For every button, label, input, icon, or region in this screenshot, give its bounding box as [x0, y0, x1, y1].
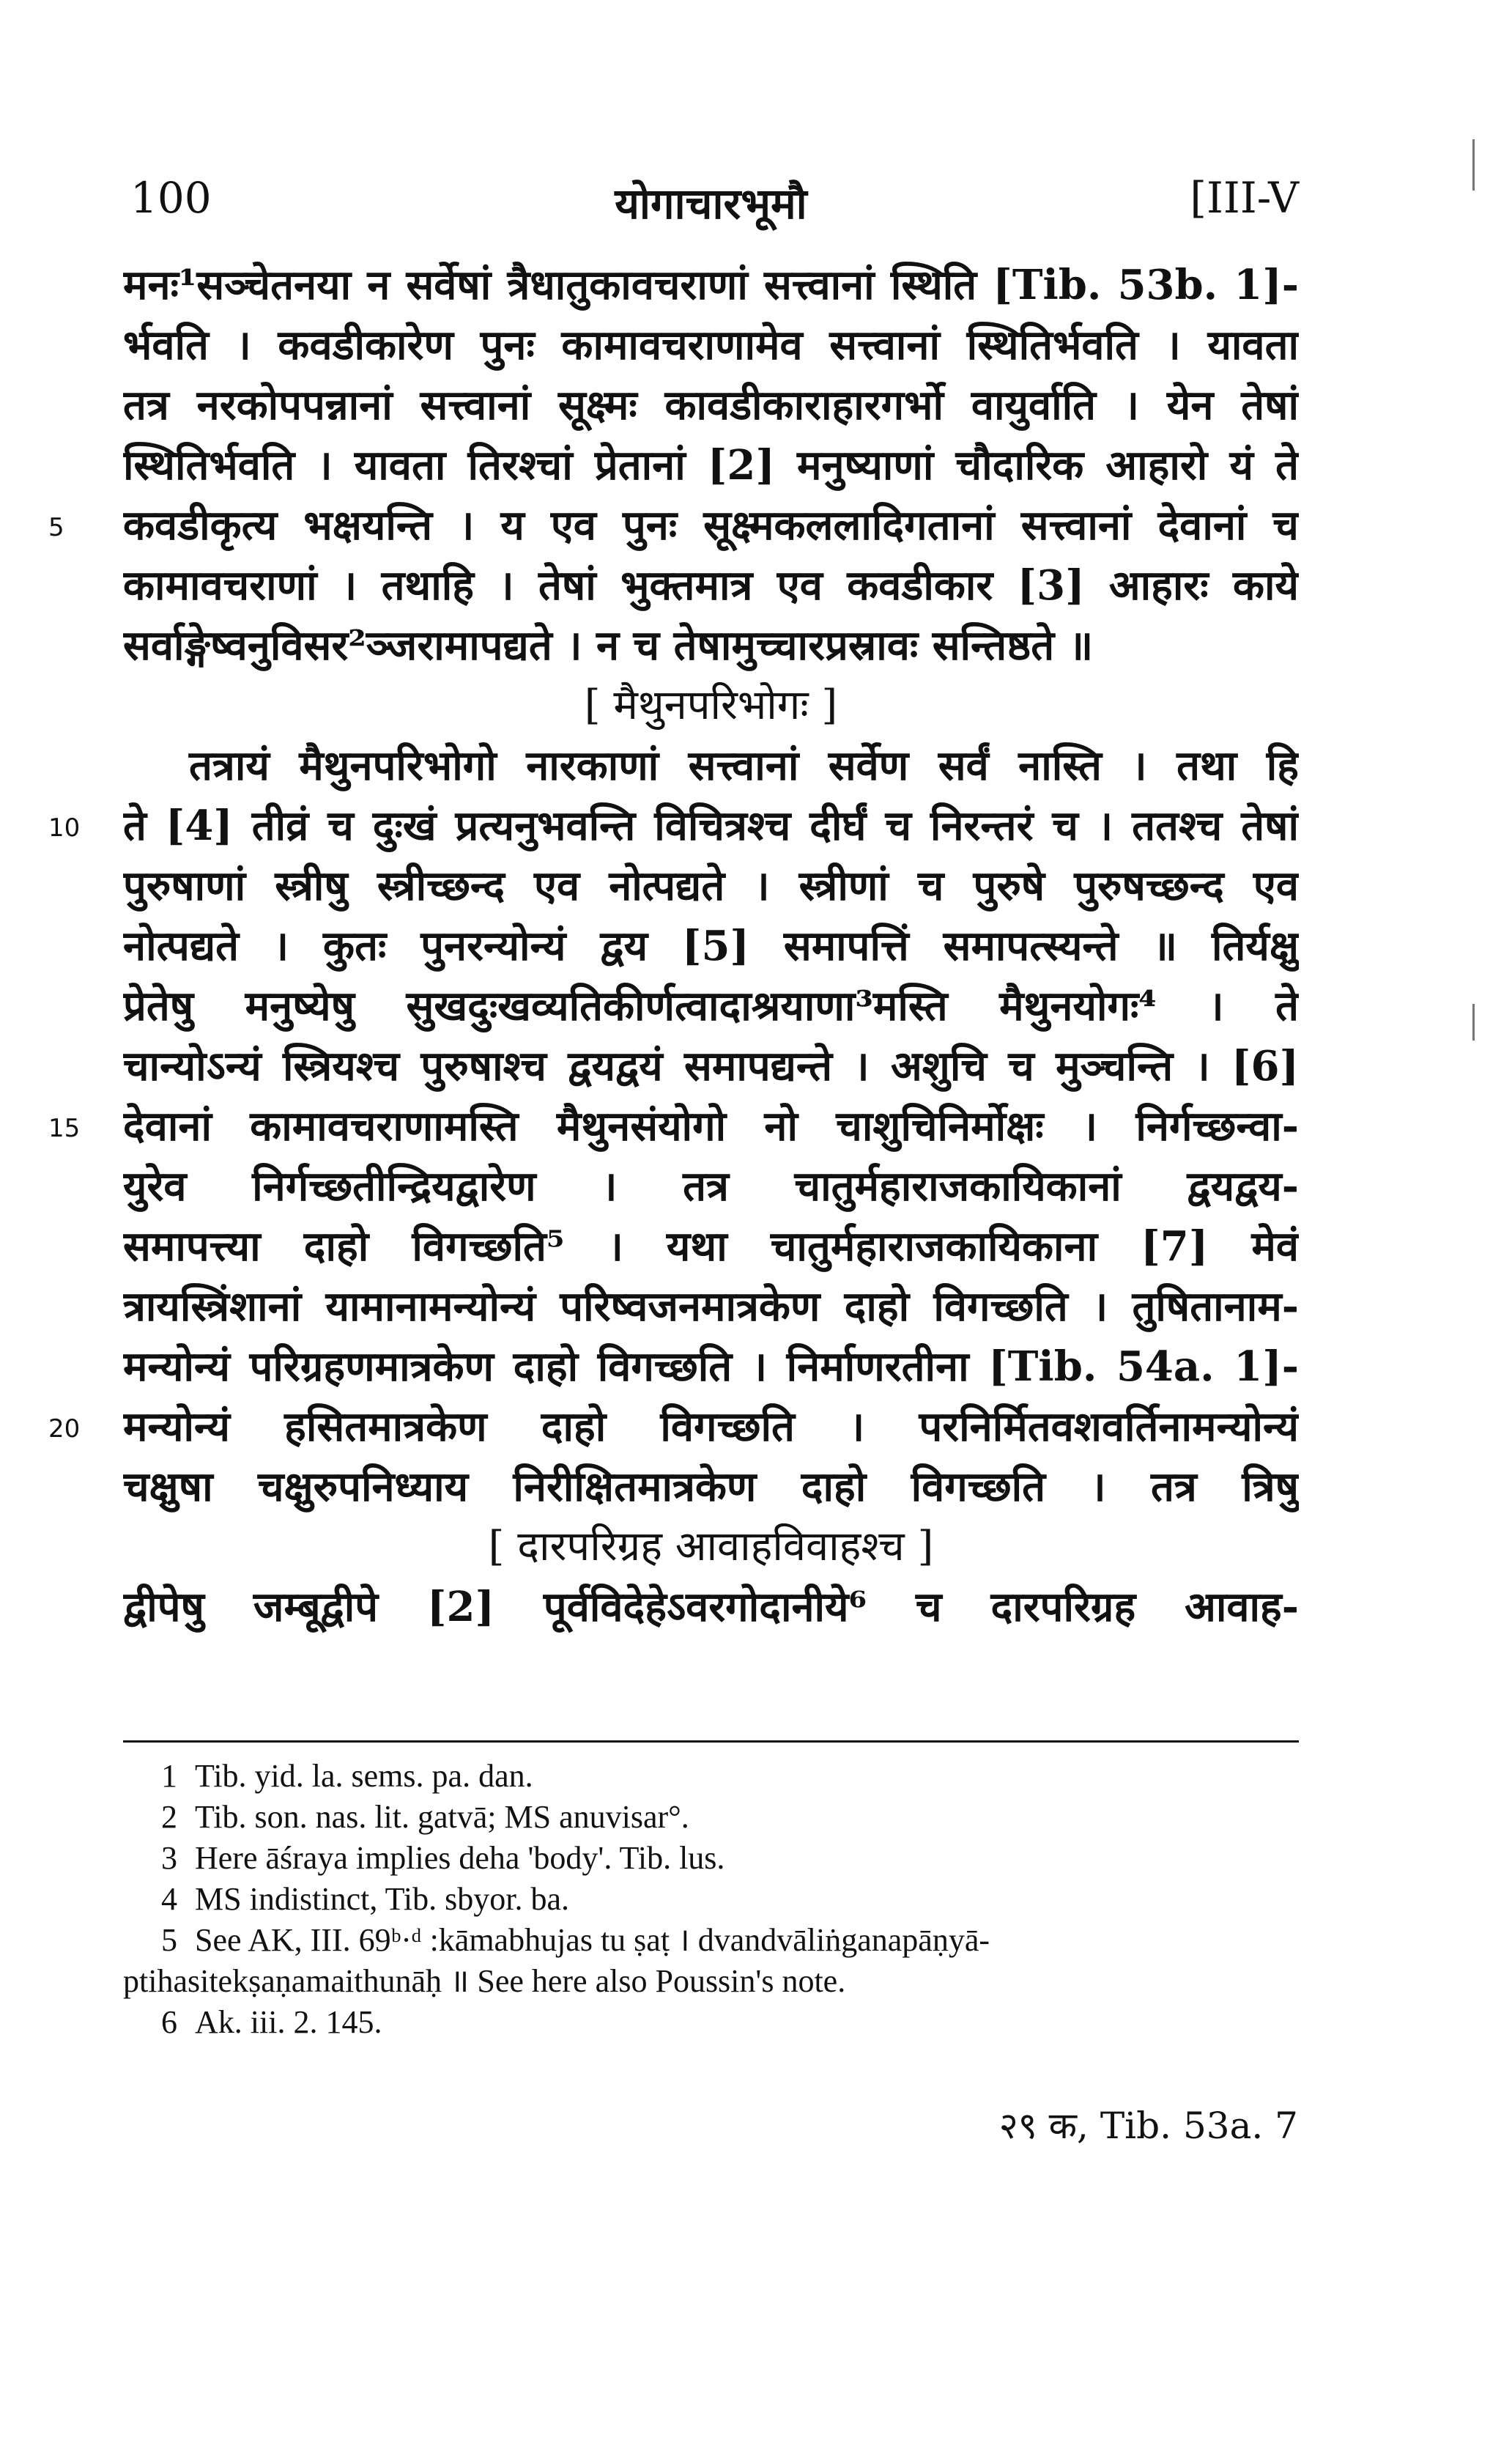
- section-marker: [III-V: [1190, 173, 1299, 223]
- footnote-text: Tib. yid. la. sems. pa. dan.: [195, 1758, 533, 1794]
- footnote-number: 3: [161, 1840, 177, 1876]
- body-line: तत्र नरकोपपन्नानां सत्त्वानां सूक्ष्मः कावडीकाराहारगर्भो वायुर्वाति । येन तेषां: [123, 381, 1299, 429]
- edge-mark: [1472, 1004, 1475, 1041]
- footnote-number: 6: [161, 2004, 177, 2040]
- body-line: मन्योन्यं परिग्रहणमात्रकेण दाहो विगच्छति । निर्माणरतीना [Tib. 54a. 1]-: [123, 1342, 1299, 1391]
- body-line: सर्वाङ्गेष्वनुविसर²ञ्जरामापद्यते । न च तेषामुच्चारप्रस्रावः सन्तिष्ठते ॥: [123, 621, 1094, 670]
- footnote: [123, 1961, 1299, 2002]
- body-line: प्रेतेषु मनुष्येषु सुखदुःखव्यतिकीर्णत्वादाश्रयाणा³मस्ति मैथुनयोगः⁴ । ते: [123, 982, 1299, 1030]
- edge-mark: [1472, 139, 1475, 191]
- footnote: [123, 1879, 1299, 1920]
- footnote-rule: [123, 1740, 1299, 1743]
- footnotes: [123, 1756, 1299, 2043]
- body-line: कामावचराणां । तथाहि । तेषां भुक्तमात्र एव कवडीकार [3] आहारः काये: [123, 561, 1299, 610]
- body-line: युरेव निर्गच्छतीन्द्रियद्वारेण । तत्र चातुर्महाराजकायिकानां द्वयद्वय-: [123, 1162, 1299, 1211]
- footnote-text: See AK, III. 69ᵇ·ᵈ :kāmabhujas tu ṣaṭ । dvandvāliṅganapāṇyā-: [195, 1922, 990, 1958]
- footnote: [123, 1838, 1299, 1879]
- body-line: चक्षुषा चक्षुरुपनिध्याय निरीक्षितमात्रकेण दाहो विगच्छति । तत्र त्रिषु: [123, 1463, 1299, 1511]
- body-line: मन्योन्यं हसितमात्रकेण दाहो विगच्छति । परनिर्मितवशवर्तिनामन्योन्यं: [123, 1403, 1299, 1451]
- footnote: [123, 1920, 1299, 1961]
- footnote-text: ptihasitekṣaṇamaithunāḥ ॥ See here also Poussin's note.: [123, 1963, 846, 1999]
- body-line: त्रायस्त्रिंशानां यामानामन्योन्यं परिष्वजनमात्रकेण दाहो विगच्छति । तुषितानाम-: [123, 1282, 1299, 1331]
- body-line: द्वीपेषु जम्बूद्वीपे [2] पूर्वविदेहेऽवरगोदानीये⁶ च दारपरिग्रह आवाह-: [123, 1583, 1299, 1631]
- body-line: ते [4] तीव्रं च दुःखं प्रत्यनुभवन्ति विचित्रश्च दीर्घं च निरन्तरं च । ततश्च तेषां: [123, 802, 1299, 850]
- footnote-text: MS indistinct, Tib. sbyor. ba.: [195, 1881, 570, 1917]
- body-line: समापत्त्या दाहो विगच्छति⁵ । यथा चातुर्महाराजकायिकाना [7] मेवं: [123, 1222, 1299, 1271]
- body-line: नोत्पद्यते । कुतः पुनरन्योन्यं द्वय [5] समापत्तिं समापत्स्यन्ते ॥ तिर्यक्षु: [123, 922, 1299, 970]
- footnote-number: 1: [161, 1758, 177, 1794]
- footnote: [123, 1756, 1299, 1797]
- body-line: र्भवति । कवडीकारेण पुनः कामावचराणामेव सत्त्वानां स्थितिर्भवति । यावता: [123, 321, 1299, 369]
- section-heading: [ दारपरिग्रह आवाहविवाहश्च ]: [488, 1523, 934, 1570]
- body-line: स्थितिर्भवति । यावता तिरश्चां प्रेतानां [2] मनुष्याणां चौदारिक आहारो यं ते: [123, 441, 1299, 489]
- footnote-number: 4: [161, 1881, 177, 1917]
- footnote-text: Ak. iii. 2. 145.: [195, 2004, 382, 2040]
- footnote-number: 2: [161, 1799, 177, 1835]
- body-line: तत्रायं मैथुनपरिभोगो नारकाणां सत्त्वानां सर्वेण सर्वं नास्ति । तथा हि: [189, 742, 1299, 790]
- body-line: चान्योऽन्यं स्त्रियश्च पुरुषाश्च द्वयद्वयं समापद्यन्ते । अशुचि च मुञ्चन्ति । [6]: [123, 1042, 1299, 1090]
- section-heading: [ मैथुनपरिभोगः ]: [584, 681, 838, 729]
- margin-line-number: 20: [48, 1414, 81, 1444]
- footnote-text: Tib. son. nas. lit. gatvā; MS anuvisar°.: [195, 1799, 689, 1835]
- margin-line-number: 15: [48, 1114, 81, 1143]
- footnote: [123, 2002, 1299, 2043]
- margin-line-number: 10: [48, 813, 81, 843]
- page-header: [123, 173, 1299, 239]
- running-title: योगाचारभूमौ: [615, 179, 807, 229]
- page-signature: २९ क, Tib. 53a. 7: [998, 2105, 1298, 2147]
- body-line: पुरुषाणां स्त्रीषु स्त्रीच्छन्द एव नोत्पद्यते । स्त्रीणां च पुरुषे पुरुषच्छन्द एव: [123, 862, 1299, 910]
- body-line: कवडीकृत्य भक्षयन्ति । य एव पुनः सूक्ष्मकललादिगतानां सत्त्वानां देवानां च: [123, 501, 1299, 550]
- body-line: देवानां कामावचराणामस्ति मैथुनसंयोगो नो चाशुचिनिर्मोक्षः । निर्गच्छन्वा-: [123, 1102, 1299, 1150]
- margin-line-number: 5: [48, 513, 64, 542]
- page-number: 100: [130, 173, 212, 223]
- footnote-text: Here āśraya implies deha 'body'. Tib. lus.: [195, 1840, 725, 1876]
- body-text: [123, 255, 1299, 1637]
- body-line: मनः¹सञ्चेतनया न सर्वेषां त्रैधातुकावचराणां सत्त्वानां स्थिति [Tib. 53b. 1]-: [123, 261, 1299, 309]
- footnote: [123, 1797, 1299, 1838]
- footnote-number: 5: [161, 1922, 177, 1958]
